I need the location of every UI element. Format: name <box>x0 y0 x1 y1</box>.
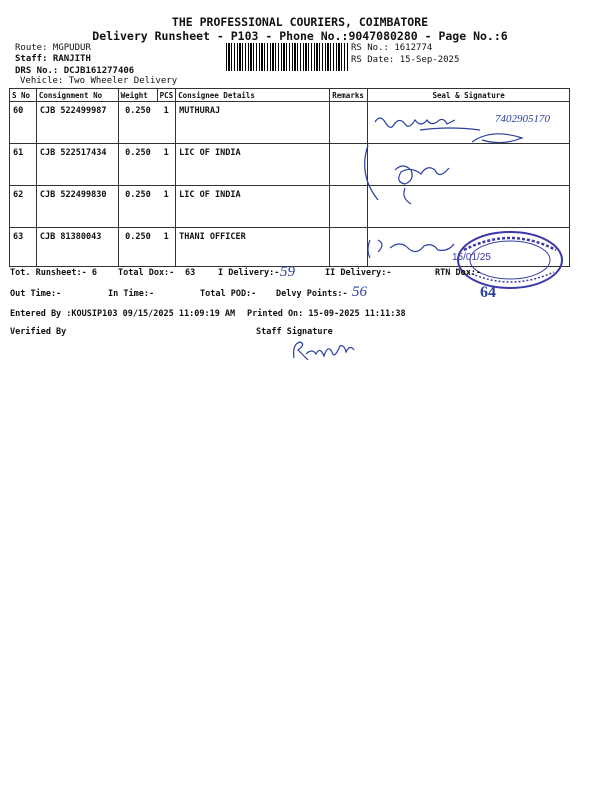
cell-pcs: 1 <box>157 102 176 144</box>
ii-delivery: II Delivery:- <box>325 268 392 278</box>
handwritten-i-delivery: 59 <box>280 264 295 280</box>
total-dox-label: Total Dox:- <box>118 268 175 278</box>
cell-sno: 62 <box>10 186 37 228</box>
vehicle: Vehicle: Two Wheeler Delivery <box>20 76 178 86</box>
cell-weight: 0.250 <box>118 228 157 267</box>
printed-on: Printed On: 15-09-2025 11:11:38 <box>247 309 406 319</box>
staff-signature-icon <box>288 336 368 366</box>
col-seal-signature: Seal & Signature <box>368 89 570 102</box>
route: Route: MGPUDUR <box>15 43 91 53</box>
cell-weight: 0.250 <box>118 102 157 144</box>
cell-sno: 60 <box>10 102 37 144</box>
stamp-date: 15/01/25 <box>452 252 491 263</box>
cell-consignment: CJB 522499830 <box>36 186 118 228</box>
delvy-points: Delvy Points:- <box>276 289 348 299</box>
runsheet-title: Delivery Runsheet - P103 - Phone No.:9047080280 - Page No.:6 <box>92 29 508 43</box>
cell-consignment: CJB 81380043 <box>36 228 118 267</box>
cell-pcs: 1 <box>157 144 176 186</box>
out-time: Out Time:- <box>10 289 62 299</box>
col-remarks: Remarks <box>330 89 368 102</box>
cell-consignee: MUTHURAJ <box>176 102 330 144</box>
rtn-dox: RTN Dox:- <box>435 268 482 278</box>
cell-sno: 63 <box>10 228 37 267</box>
cell-pcs: 1 <box>157 186 176 228</box>
handwritten-delvy-points: 56 <box>352 284 367 300</box>
cell-weight: 0.250 <box>118 144 157 186</box>
in-time: In Time:- <box>108 289 155 299</box>
cell-consignment: CJB 522499987 <box>36 102 118 144</box>
handwritten-rtn: 64 <box>480 284 496 301</box>
total-dox-value: 63 <box>185 268 196 278</box>
cell-consignee: LIC OF INDIA <box>176 144 330 186</box>
total-pod: Total POD:- <box>200 289 257 299</box>
col-consignment: Consignment No <box>36 89 118 102</box>
col-weight: Weight <box>118 89 157 102</box>
cell-consignment: CJB 522517434 <box>36 144 118 186</box>
col-consignee: Consignee Details <box>176 89 330 102</box>
handwritten-signatures <box>360 100 590 290</box>
barcode <box>226 43 348 71</box>
tot-runsheet: Tot. Runsheet:- 6 <box>10 268 97 278</box>
col-sno: S No <box>10 89 37 102</box>
drs-no: DRS No.: DCJB161277406 <box>15 66 135 76</box>
handwritten-phone: 7402905170 <box>495 113 550 125</box>
entered-by: Entered By :KOUSIP103 09/15/2025 11:09:19 AM <box>10 309 236 319</box>
verified-by: Verified By <box>10 327 67 337</box>
cell-sno: 61 <box>10 144 37 186</box>
cell-consignee: LIC OF INDIA <box>176 186 330 228</box>
rs-date: RS Date: 15-Sep-2025 <box>351 55 460 65</box>
staff-signature-label: Staff Signature <box>256 327 333 337</box>
company-name: THE PROFESSIONAL COURIERS, COIMBATORE <box>171 15 429 29</box>
staff: Staff: RANJITH <box>15 54 91 64</box>
cell-pcs: 1 <box>157 228 176 267</box>
cell-consignee: THANI OFFICER <box>176 228 330 267</box>
cell-weight: 0.250 <box>118 186 157 228</box>
col-pcs: PCS <box>157 89 176 102</box>
rs-no: RS No.: 1612774 <box>351 43 433 53</box>
i-delivery: I Delivery:- <box>218 268 280 278</box>
